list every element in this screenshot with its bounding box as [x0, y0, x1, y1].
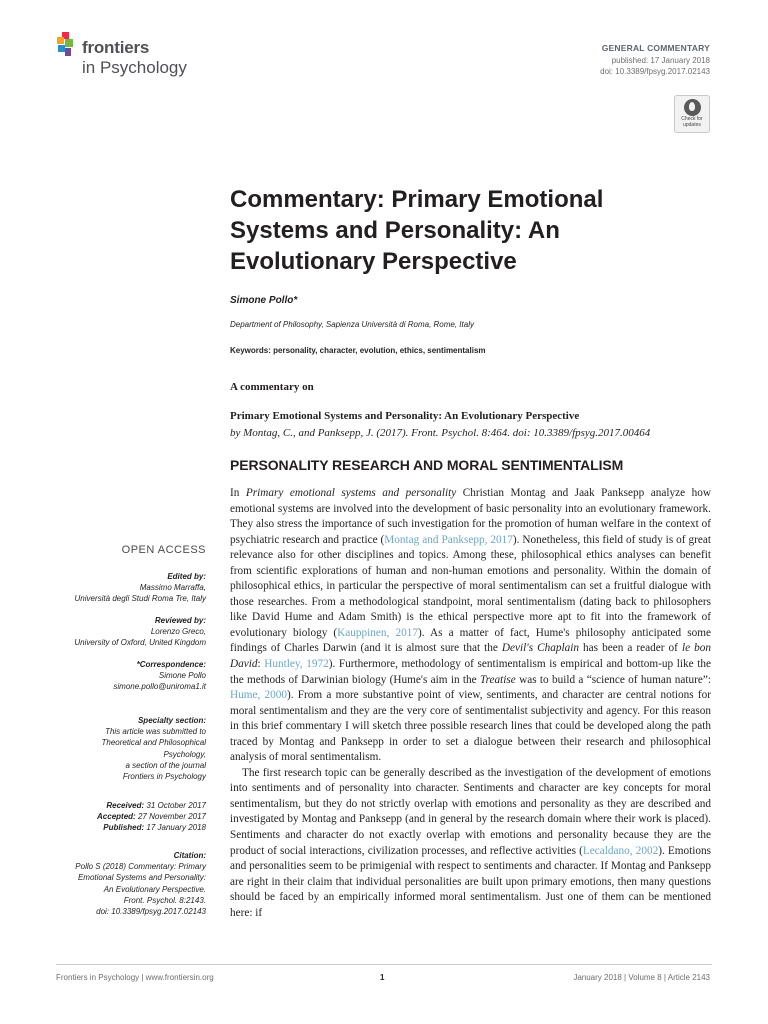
body-text-run: ). Furthermore, methodology of sentimentalism is empirical and bottom-up like the the methods of Darwinian biology (Hume's aim in the [230, 658, 711, 686]
brand-name: frontiers [82, 38, 150, 57]
correspondence-name: Simone Pollo [158, 671, 206, 681]
journal-name: in Psychology [82, 58, 187, 77]
article-title: Commentary: Primary Emotional Systems and Personality: An Evolutionary Perspective [230, 186, 604, 275]
accepted-date [50, 811, 206, 822]
body-text-run: ). As a matter of fact, Hume's philosophy anticipated some findings of Charles Darwin (and it is almost sure that the [230, 626, 711, 655]
editor-affiliation: Università degli Studi Roma Tre, Italy [74, 594, 206, 604]
reviewed-by-block [50, 615, 206, 649]
commentary-on-label: A commentary on [230, 381, 314, 393]
accepted-label: Accepted: [97, 812, 136, 822]
dates-block [50, 800, 206, 834]
editor-name[interactable]: Massimo Marraffa, [139, 583, 206, 593]
body-paragraph [230, 486, 711, 766]
citation-label: Citation: [173, 851, 206, 860]
check-for-updates-label [675, 117, 709, 128]
published-date: published: 17 January 2018 [611, 55, 710, 65]
correspondence-email[interactable]: simone.pollo@uniroma1.it [113, 682, 206, 692]
italic-text: Treatise [479, 673, 516, 686]
badge-line1: Check for [681, 116, 703, 122]
citation-link[interactable]: Hume, 2000 [230, 689, 288, 702]
edited-by-block [50, 571, 206, 605]
edited-by-label: Edited by: [167, 572, 206, 581]
crossmark-icon [684, 99, 701, 116]
citation-link[interactable]: Kauppinen, 2017 [337, 626, 418, 639]
specialty-section-block [50, 715, 206, 782]
badge-line2: updates [683, 121, 701, 128]
footer-divider [56, 964, 712, 965]
correspondence-label: *Correspondence: [136, 660, 206, 669]
specialty-line: This article was submitted to [105, 727, 206, 737]
published-value: 17 January 2018 [146, 823, 206, 833]
citation-line: Pollo S (2018) Commentary: Primary [75, 862, 206, 872]
citation-link[interactable]: Montag and Panksepp, 2017 [384, 533, 513, 546]
specialty-line: Frontiers in Psychology [122, 772, 206, 782]
published-label: Published: [103, 823, 145, 833]
body-paragraph [230, 766, 711, 921]
body-text-run: has been a reader of [579, 642, 682, 655]
specialty-section-label: Specialty section: [137, 716, 206, 725]
author-affiliation: Department of Philosophy, Sapienza Università di Roma, Rome, Italy [230, 320, 474, 329]
citation-link[interactable]: Lecaldano, 2002 [582, 844, 659, 857]
citation-doi[interactable]: doi: 10.3389/fpsyg.2017.02143 [96, 907, 206, 917]
reviewer-affiliation: University of Oxford, United Kingdom [74, 638, 206, 648]
article-doi[interactable]: doi: 10.3389/fpsyg.2017.02143 [600, 67, 710, 76]
footer-issue-info: January 2018 | Volume 8 | Article 2143 [573, 973, 710, 982]
citation-line: Front. Psychol. 8:2143. [123, 895, 206, 905]
original-article-title[interactable]: Primary Emotional Systems and Personality: An Evolutionary Perspective [230, 410, 580, 422]
citation-link[interactable]: Huntley, 1972 [264, 658, 329, 671]
italic-text: Primary emotional systems and personality [245, 487, 457, 499]
keywords [230, 346, 486, 355]
body-text-run: ). Nonetheless, this field of study is of great relevance also for other disciplines and topics. Among these, philosophical ethics analyses can benefit from scientific explorations of human and non-human emotions and personality. Within the domain of philosophical ethics, in particular the perspective of moral sentimentalism can set a fruitful dialogue with those researches. From a methodological standpoint, moral sentimentalism (dating back to philosophers like David Hume and Adam Smith) is the ethical perspective more apt to fit into the framework of evolutionary biology ( [230, 533, 711, 639]
italic-text: Devil's Chaplain [501, 642, 579, 655]
received-label: Received: [106, 801, 145, 810]
check-for-updates-button[interactable] [674, 95, 710, 133]
accepted-value: 27 November 2017 [137, 812, 206, 822]
correspondence-block [50, 659, 206, 693]
body-text-run: ). Emotions and personalities seem to be primigenial with respect to sentiments and character. If Montag and Panksepp are right in their claim that individual personalities are built upon primary emotions, then many questions should be faced by an empirically informed moral sentimentalism. Just one of them can be mentioned here: if [230, 844, 712, 919]
body-text-run: : [257, 658, 265, 671]
published-date-sidebar [50, 822, 206, 833]
specialty-line: Psychology, [163, 749, 206, 759]
author-name[interactable]: Simone Pollo* [230, 295, 298, 306]
body-text-run: In [230, 487, 246, 499]
citation-block [50, 850, 206, 917]
frontiers-logo-icon [56, 32, 78, 58]
citation-line: Emotional Systems and Personality: [77, 873, 206, 883]
reviewed-by-label: Reviewed by: [154, 616, 206, 625]
keywords-text: personality, character, evolution, ethics, sentimentalism [273, 346, 486, 355]
article-type: GENERAL COMMENTARY [601, 43, 710, 53]
received-value: 31 October 2017 [146, 801, 206, 810]
keywords-label: Keywords: [230, 346, 271, 355]
section-heading: PERSONALITY RESEARCH AND MORAL SENTIMENTALISM [230, 457, 624, 473]
article-meta [600, 43, 710, 78]
body-text-run: The first research topic can be generally described as the investigation of the development of emotions into sentiments and of personality into character. Sentiments and character are key concepts for moral sentimentalism, but they do not strictly overlap with emotions and personality as they are described and investigated by Montag and Panksepp (and in general by the research domain where their work is placed). Sentiments and character do not exactly overlap with emotions and personality because they are the product of social interactions, civilization processes, and reflective activities ( [230, 766, 711, 857]
reviewer-name[interactable]: Lorenzo Greco, [150, 627, 206, 637]
specialty-line: a section of the journal [125, 760, 206, 770]
body-text-run: Christian Montag and Jaak Panksepp analyze how emotional systems are involved into the development of basic personality into an evolutionary framework. They also stress the importance of such investigation for the promotion of human welfare in the context of psychiatric research and practice ( [230, 487, 712, 546]
body-text-run: was to build a “science of human nature”: [515, 673, 711, 686]
footer-journal-link[interactable]: Frontiers in Psychology | www.frontiersin.org [56, 973, 214, 982]
original-article-citation: by Montag, C., and Panksepp, J. (2017). Front. Psychol. 8:464. doi: 10.3389/fpsyg.2017.00464 [230, 427, 651, 439]
frontiers-logo[interactable] [56, 32, 216, 78]
italic-text: le bon David [230, 642, 711, 671]
received-date [50, 800, 206, 811]
open-access-label: OPEN ACCESS [121, 544, 206, 556]
body-text-run: ). From a more substantive point of view, sentiments, and character are central notions for moral sentimentalism and they are the very core of sentimentalist subjectivity and agency. For this reason in this brief commentary I will sketch three possible research lines that could be developed along the path traced by Montag and Panksepp in order to set a dialogue between their research and philosophical analysis of moral sentimentalism. [230, 689, 711, 764]
citation-line: An Evolutionary Perspective. [103, 884, 206, 894]
specialty-line: Theoretical and Philosophical [101, 738, 206, 748]
page-number: 1 [380, 973, 385, 982]
article-body [230, 486, 711, 921]
